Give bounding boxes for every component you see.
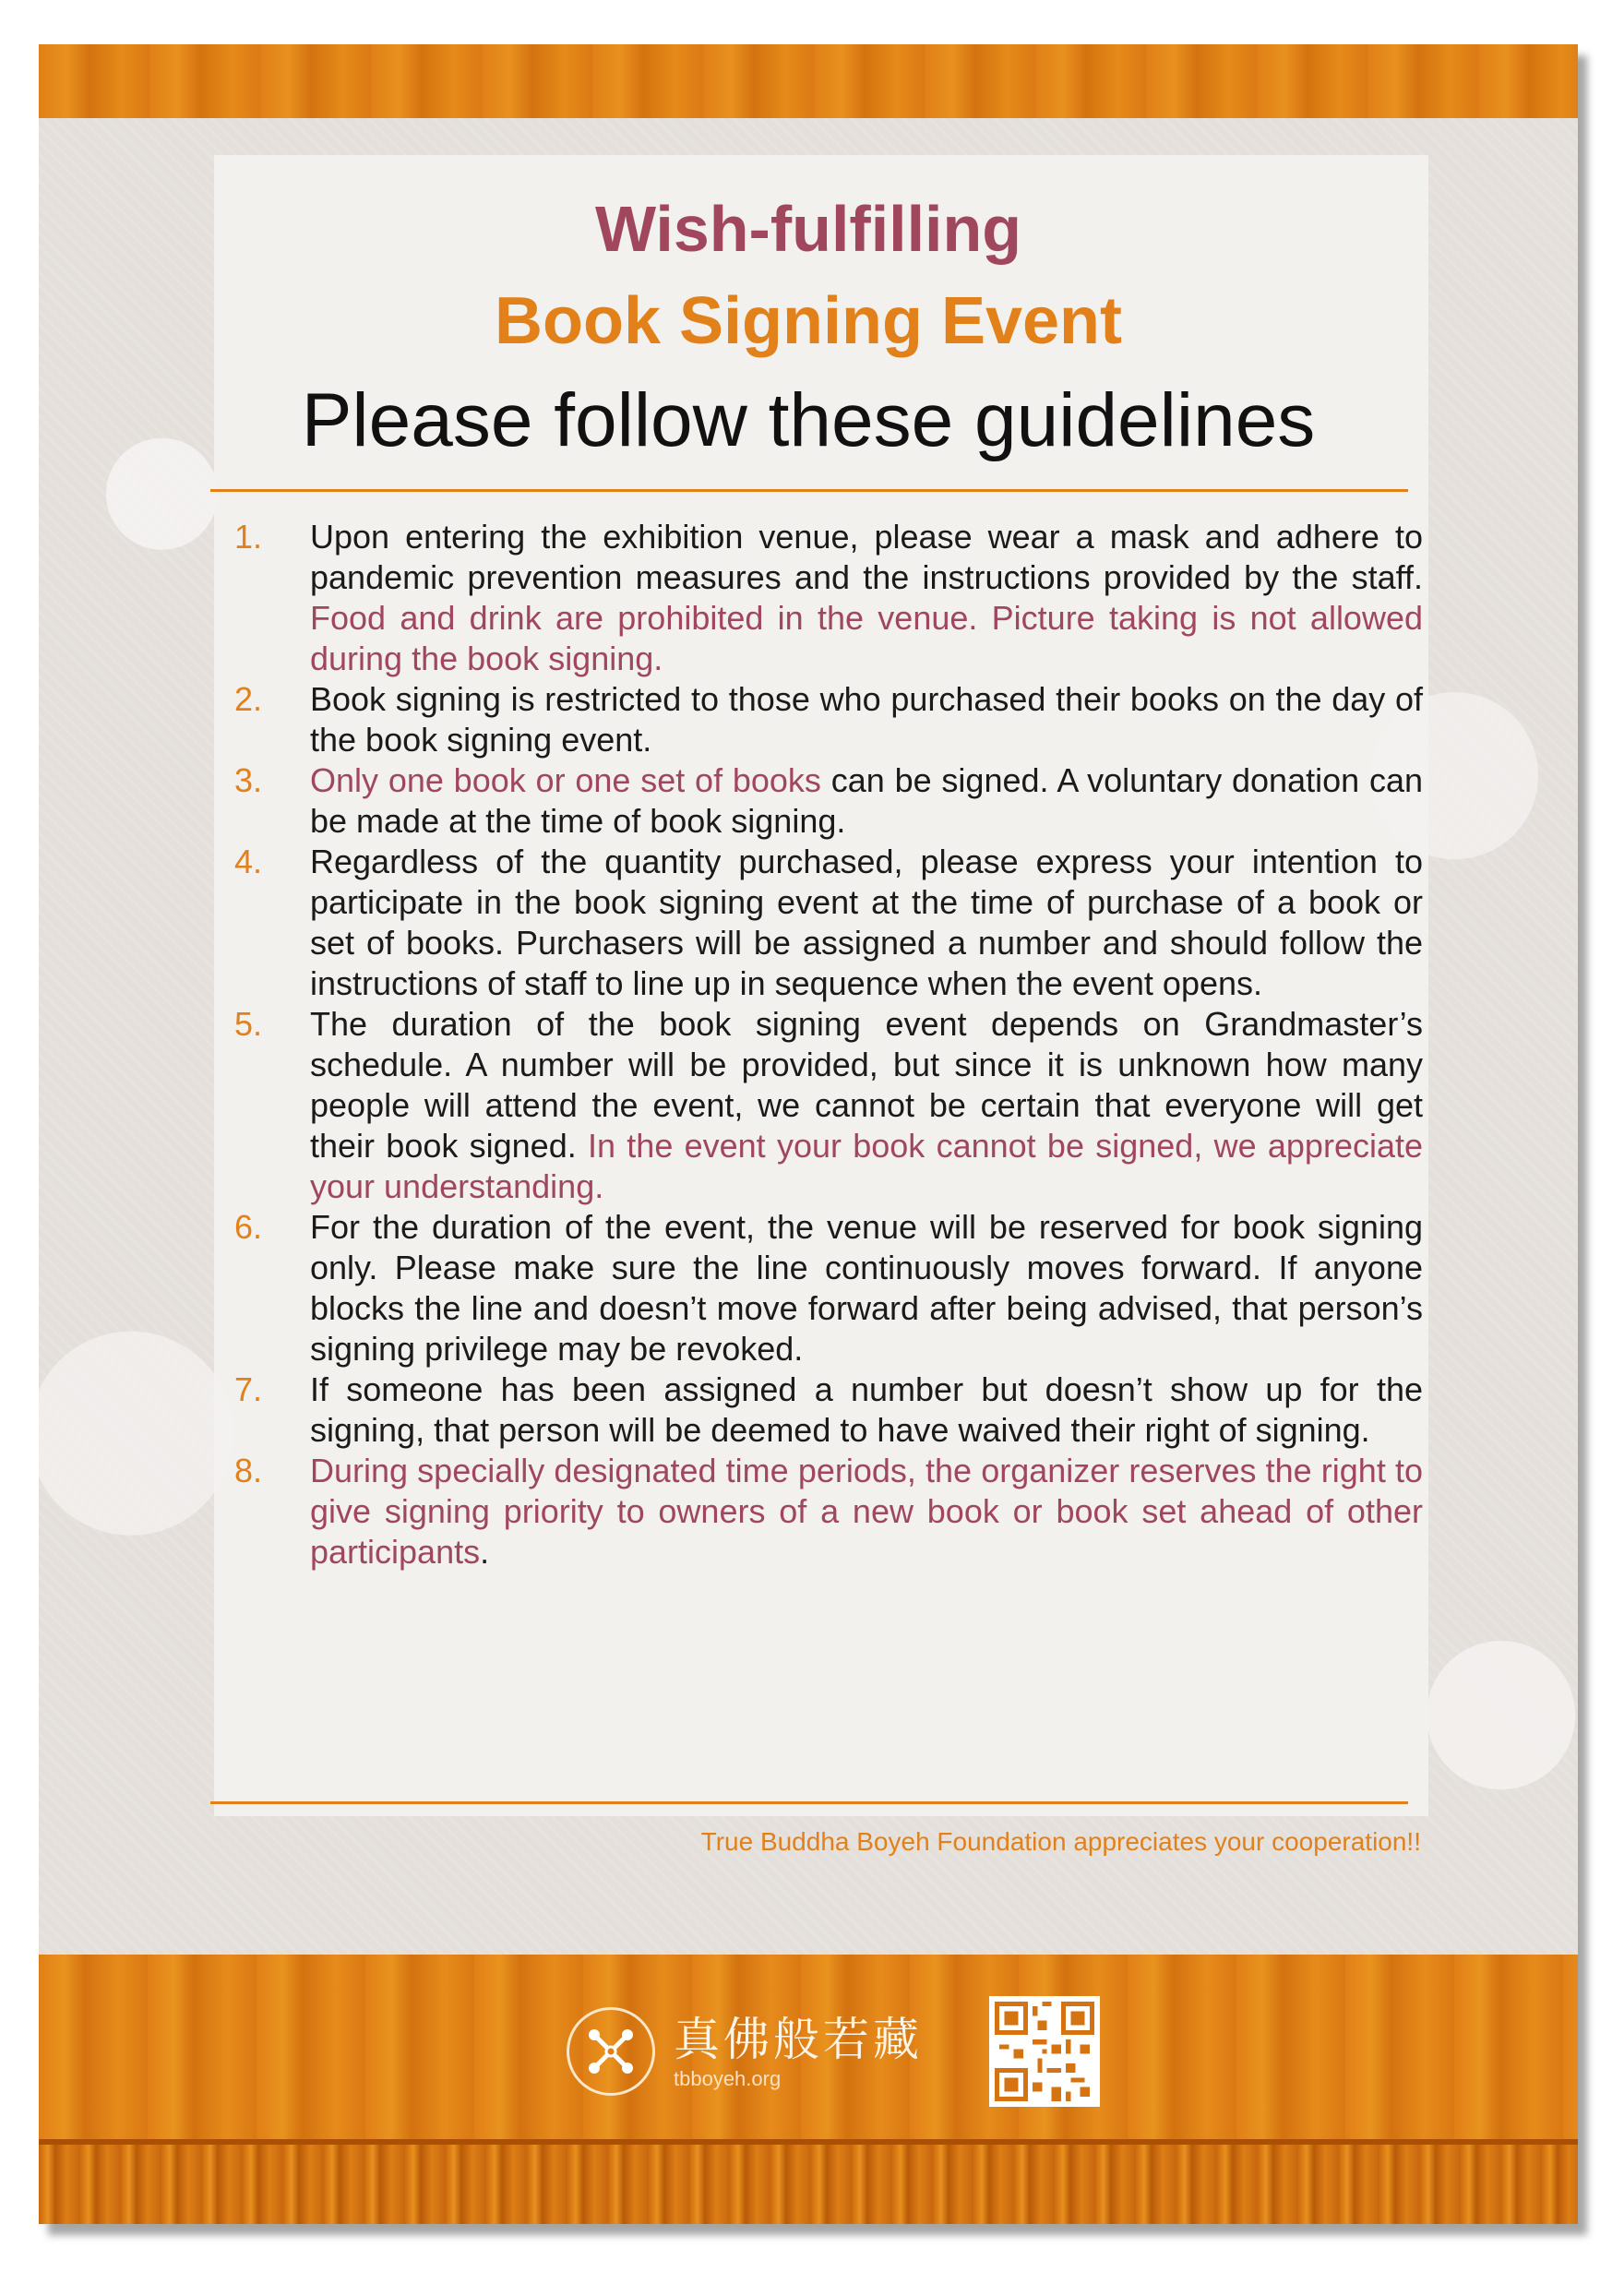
title-wish-fulfilling: Wish-fulfilling: [594, 193, 1022, 265]
guideline-highlight: Food and drink are prohibited in the venue. Picture taking is not allowed during the book signing.: [310, 599, 1423, 677]
guideline-segment: For the duration of the event, the venue will be reserved for book signing only. Please make sure the line continuously moves forward. If anyone blocks the line and doesn’t move forward after being advised, that person’s signing privilege may be revoked.: [310, 1208, 1423, 1368]
logo-website: tbboyeh.org: [674, 2067, 782, 2090]
guideline-item: [234, 842, 1423, 1004]
guideline-segment: Book signing is restricted to those who purchased their books on the day of the book signing event.: [310, 680, 1423, 759]
guideline-item: [234, 1207, 1423, 1369]
wood-floor: [39, 2139, 1578, 2224]
guideline-text: [310, 842, 1423, 1004]
foundation-logo: [567, 1991, 923, 2111]
guideline-number: 3.: [234, 761, 263, 799]
guideline-highlight: Only one book or one set of books: [310, 761, 821, 799]
guideline-number: 4.: [234, 843, 263, 880]
guideline-highlight: In the event your book cannot be signed, we appreciate your understanding.: [310, 1127, 1424, 1205]
flyer-sheet: [39, 44, 1578, 2224]
guideline-segment: .: [480, 1533, 490, 1571]
guideline-item: [234, 1004, 1423, 1207]
guideline-item: [234, 1451, 1423, 1572]
guideline-highlight: During specially designated time periods, the organizer reserves the right to give signing priority to owners of a new book or book set ahead of other participants: [310, 1452, 1423, 1571]
footer-note: True Buddha Boyeh Foundation appreciates your cooperation!!: [700, 1827, 1421, 1856]
guideline-text: [310, 517, 1423, 679]
guideline-segment: The duration of the book signing event depends on Grandmaster’s schedule. A number will be provided, but since it is unknown how many people will attend the event, we cannot be certain that everyone will get their book signed.: [310, 1005, 1423, 1165]
guideline-item: [234, 760, 1423, 842]
guideline-segment: If someone has been assigned a number but doesn’t show up for the signing, that person will be deemed to have waived their right of signing.: [310, 1370, 1423, 1449]
vajra-emblem-icon: [567, 2007, 655, 2096]
guideline-text: [310, 1004, 1423, 1207]
guideline-text: [310, 679, 1423, 760]
guideline-number: 6.: [234, 1208, 263, 1246]
top-divider: [210, 489, 1408, 492]
guideline-number: 7.: [234, 1370, 263, 1408]
guideline-segment: Upon entering the exhibition venue, please wear a mask and adhere to pandemic prevention measures and the instructions provided by the staff.: [310, 518, 1423, 596]
guideline-item: [234, 679, 1423, 760]
guideline-item: [234, 1369, 1423, 1451]
guideline-number: 1.: [234, 518, 263, 556]
guideline-number: 2.: [234, 680, 263, 718]
guideline-text: [310, 1369, 1423, 1451]
guidelines-list: [234, 517, 1423, 1572]
guideline-item: [234, 517, 1423, 679]
title-book-signing-event: Book Signing Event: [494, 284, 1123, 358]
bottom-divider: [210, 1801, 1408, 1804]
guideline-text: [310, 1207, 1423, 1369]
top-wood-band: [39, 44, 1578, 121]
guideline-number: 8.: [234, 1452, 263, 1489]
guideline-text: [310, 760, 1423, 842]
qr-code-icon: [989, 1996, 1100, 2107]
logo-chinese-text: 真佛般若藏: [674, 2013, 923, 2066]
guideline-text: [310, 1451, 1423, 1572]
subtitle-guidelines: Please follow these guidelines: [301, 378, 1316, 462]
guideline-segment: can be signed. A voluntary donation can be made at the time of book signing.: [310, 761, 1423, 840]
guideline-segment: Regardless of the quantity purchased, please express your intention to participate in the book signing event at the time of purchase of a book or set of books. Purchasers will be assigned a number and should follow the instructions of staff to line up in sequence when the event opens.: [310, 843, 1423, 1002]
guideline-number: 5.: [234, 1005, 263, 1043]
